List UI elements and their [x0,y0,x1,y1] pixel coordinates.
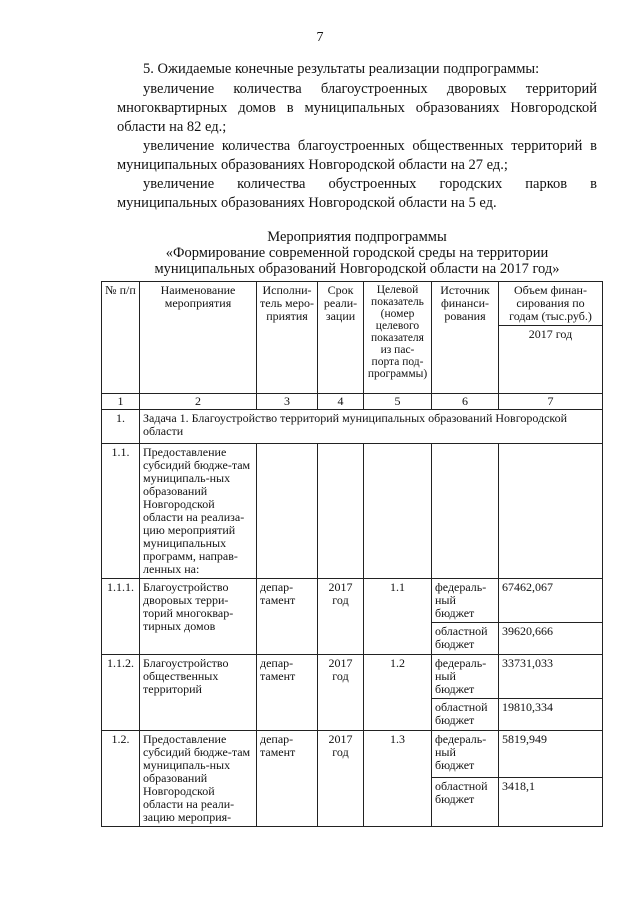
col-number: 1 [102,394,140,410]
row-amount-federal: 67462,067 [499,579,603,623]
result-item: увеличение количества обустроенных городских парков в муниципальных образованиях Новгородской области на 5 ед. [117,176,597,211]
row-amount-regional: 3418,1 [499,777,603,826]
results-section [117,60,597,213]
header-source: Источник финанси-рования [432,282,499,394]
row-number: 1.1.1. [102,579,140,655]
row-source-federal: федераль-ный бюджет [432,655,499,699]
row-amount-federal: 33731,033 [499,655,603,699]
row-term: 2017 год [318,731,364,827]
col-number: 5 [364,394,432,410]
row-number: 1.2. [102,731,140,827]
row-name: Благоустройство дворовых терри-торий многоквар-тирных домов [140,579,257,655]
header-term: Срок реали-зации [318,282,364,394]
row-amount-federal: 5819,949 [499,731,603,778]
result-item: увеличение количества благоустроенных дворовых территорий многоквартирных домов в муниципальных образованиях Новгородской области на 82 ед.; [117,81,597,135]
row-term: 2017 год [318,655,364,731]
table-row [102,655,603,699]
table-row [102,731,603,778]
header-executor: Исполни-тель меро-приятия [257,282,318,394]
table-title-line: «Формирование современной городской среды на территории [165,245,549,261]
table-title [117,229,597,277]
page-number: 7 [316,30,324,45]
row-executor: депар-тамент [257,655,318,731]
row-target: 1.1 [364,579,432,655]
table-title-line: муниципальных образований Новгородской области на 2017 год» [154,261,560,277]
header-num: № п/п [102,282,140,394]
row-target: 1.2 [364,655,432,731]
row-executor: депар-тамент [257,731,318,827]
row-source-federal: федераль-ный бюджет [432,731,499,778]
row-name: Предоставление субсидий бюдже-там муниципаль-ных образований Новгородской области на реализа-цию мероприятий муниципальных программ, направ-ленных на: [140,444,257,579]
result-item: увеличение количества благоустроенных общественных территорий в муниципальных образованиях Новгородской области на 27 ед.; [117,138,597,173]
row-number: 1.1. [102,444,140,579]
row-term: 2017 год [318,579,364,655]
header-target: Целевой показатель (номер целевого показателя из пас-порта под-программы) [364,282,432,394]
section-heading: 5. Ожидаемые конечные результаты реализации подпрограммы: [143,61,540,77]
row-target: 1.3 [364,731,432,827]
col-number: 3 [257,394,318,410]
row-source-regional: областной бюджет [432,777,499,826]
table-row [102,444,603,579]
header-year: 2017 год [499,326,603,394]
measures-table [101,281,603,827]
table-row [102,579,603,623]
row-name: Благоустройство общественных территорий [140,655,257,731]
table-title-line: Мероприятия подпрограммы [267,229,447,245]
row-name: Предоставление субсидий бюдже-там муниципаль-ных образований Новгородской области на реали-зацию мероприя- [140,731,257,827]
header-name: Наименование мероприятия [140,282,257,394]
row-number: 1.1.2. [102,655,140,731]
row-amount-regional: 39620,666 [499,623,603,655]
row-executor: депар-тамент [257,579,318,655]
col-number: 4 [318,394,364,410]
row-source-regional: областной бюджет [432,623,499,655]
row-amount-regional: 19810,334 [499,699,603,731]
col-number: 7 [499,394,603,410]
row-source-federal: федераль-ный бюджет [432,579,499,623]
task-number: 1. [102,410,140,444]
header-funding: Объем финан-сирования по годам (тыс.руб.) [499,282,603,326]
row-source-regional: областной бюджет [432,699,499,731]
col-number: 2 [140,394,257,410]
task-text: Задача 1. Благоустройство территорий муниципальных образований Новгородской области [140,410,603,444]
col-number: 6 [432,394,499,410]
